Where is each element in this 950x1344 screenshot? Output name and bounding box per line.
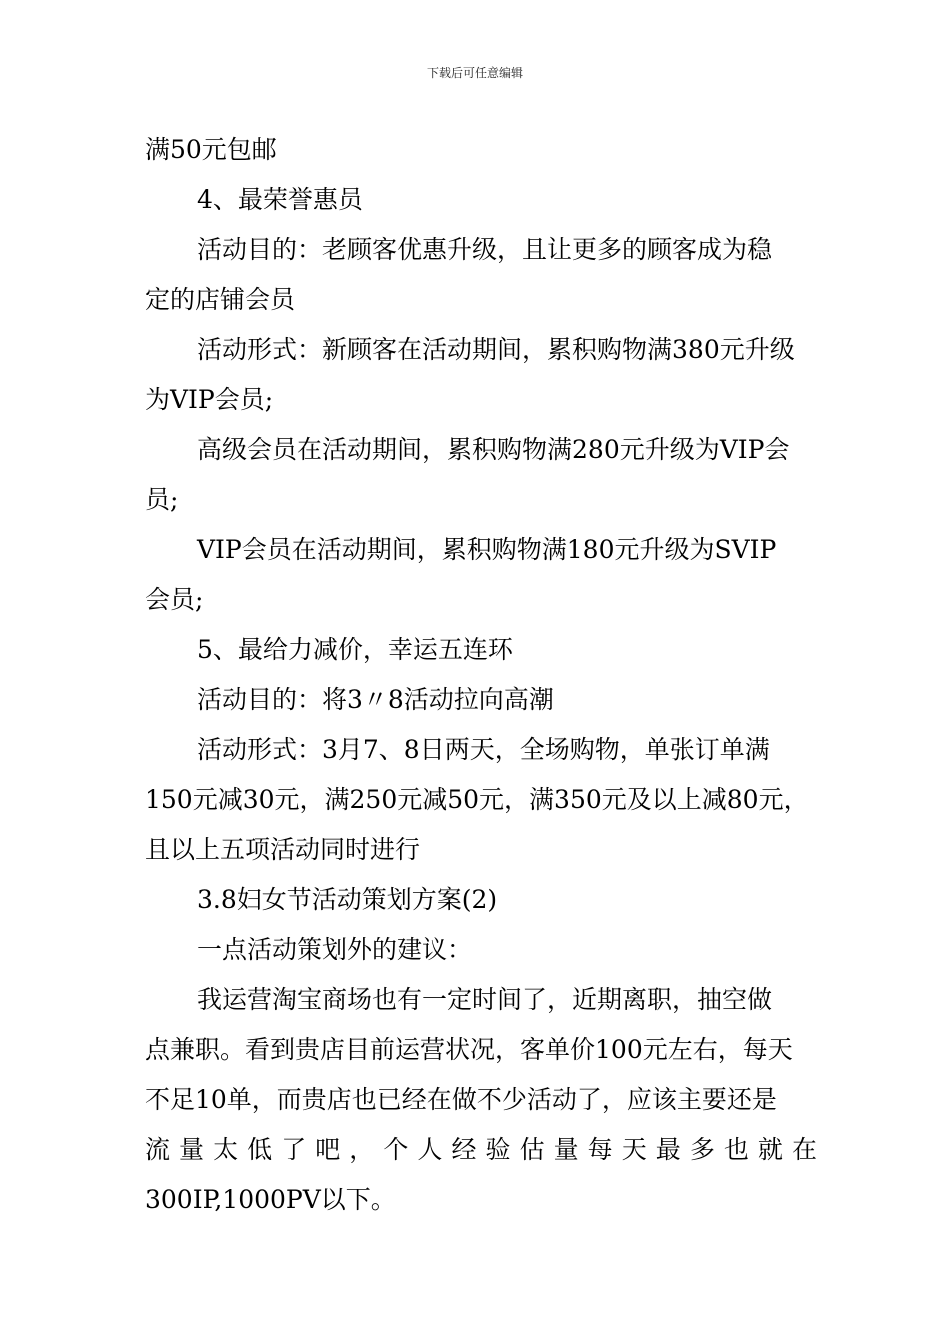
text-line: 高级会员在活动期间，累积购物满280元升级为VIP会 — [197, 435, 790, 464]
text-line: 活动形式：3月7、8日两天，全场购物，单张订单满 — [197, 735, 770, 764]
section-heading: 3.8妇女节活动策划方案(2) — [197, 885, 498, 914]
text-line: 活动形式：新顾客在活动期间，累积购物满380元升级 — [197, 335, 795, 364]
page-header: 下载后可任意编辑 — [426, 66, 523, 80]
section-heading: 4、最荣誉惠员 — [197, 185, 363, 214]
text-line: 为VIP会员; — [145, 385, 274, 414]
text-line: 我运营淘宝商场也有一定时间了，近期离职，抽空做 — [197, 985, 773, 1014]
text-line: 满50元包邮 — [145, 135, 277, 164]
text-line: 点兼职。看到贵店目前运营状况，客单价100元左右，每天 — [145, 1035, 793, 1064]
text-line: 流量太低了吧，个人经验估量每天最多也就在 — [145, 1135, 817, 1164]
text-line: 定的店铺会员 — [145, 285, 296, 314]
text-line: 活动目的：将3〃8活动拉向高潮 — [197, 685, 554, 714]
text-line: 员; — [145, 485, 179, 514]
text-line: VIP会员在活动期间，累积购物满180元升级为SVIP — [197, 535, 777, 564]
text-line: 150元减30元，满250元减50元，满350元及以上减80元， — [145, 785, 809, 814]
section-heading: 5、最给力减价，幸运五连环 — [197, 635, 513, 664]
text-line: 不足10单，而贵店也已经在做不少活动了，应该主要还是 — [145, 1085, 777, 1114]
document-body — [145, 125, 817, 1225]
text-line: 会员; — [145, 585, 204, 614]
text-line: 一点活动策划外的建议： — [197, 935, 473, 964]
text-line: 300IP,1000PV以下。 — [145, 1185, 396, 1214]
text-line: 活动目的：老顾客优惠升级，且让更多的顾客成为稳 — [197, 235, 773, 264]
text-line: 且以上五项活动同时进行 — [145, 835, 421, 864]
